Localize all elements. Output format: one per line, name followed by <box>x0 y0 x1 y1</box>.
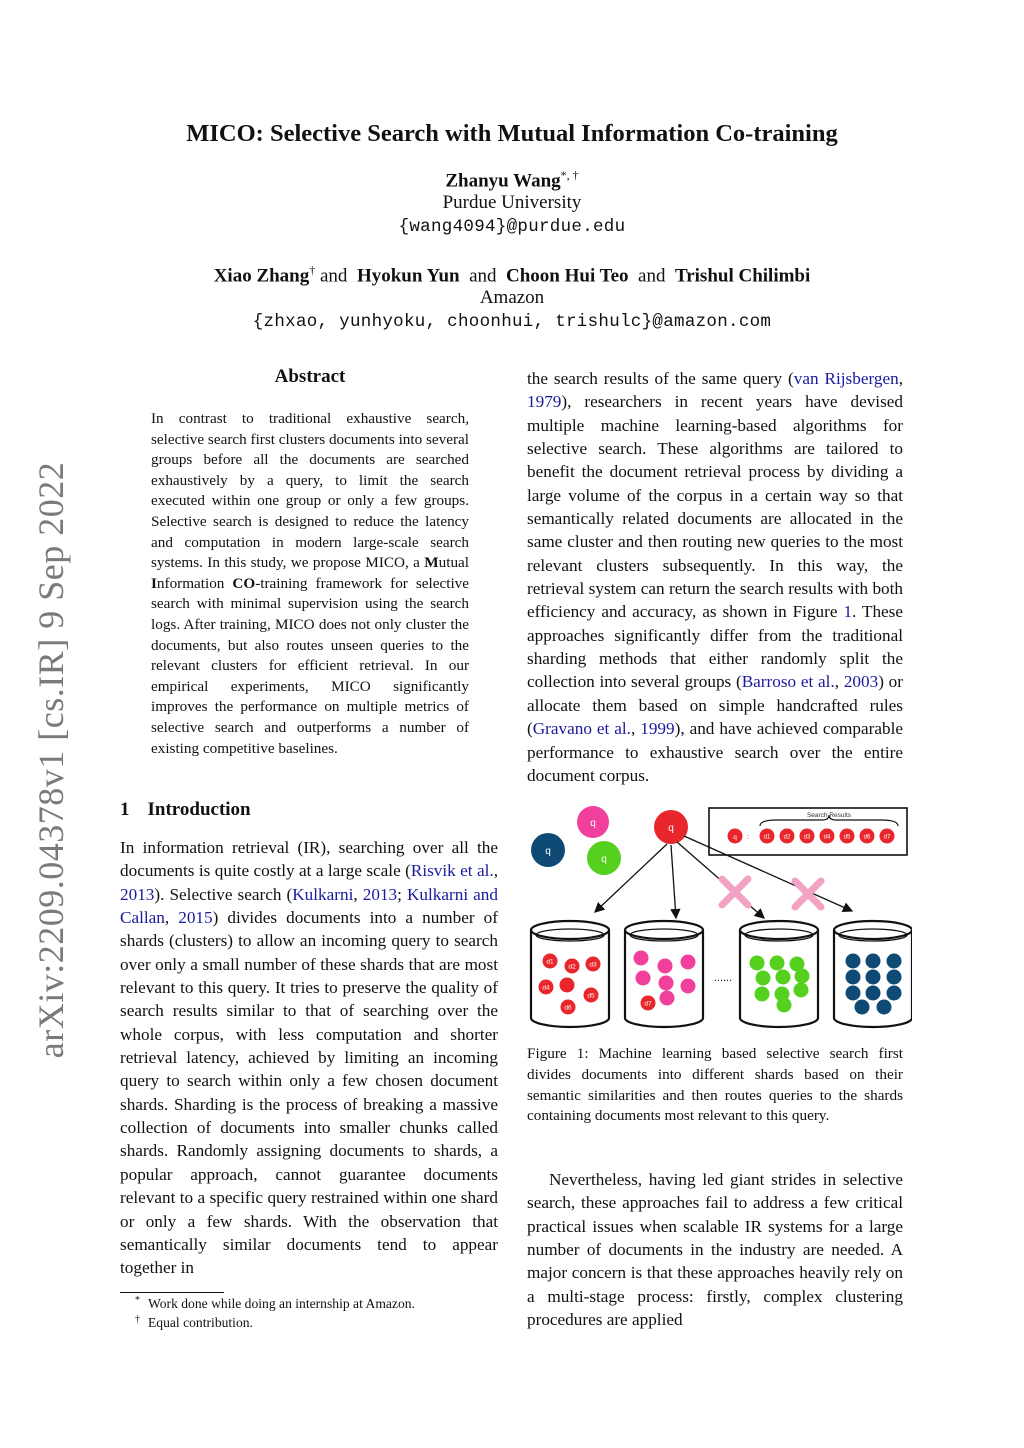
footnotes <box>135 1294 415 1332</box>
author-xiao-zhang: Xiao Zhang <box>213 265 310 287</box>
shard-doc <box>866 986 881 1001</box>
svg-text:d6: d6 <box>564 1004 572 1012</box>
svg-text:q: q <box>545 846 551 857</box>
shard-doc <box>846 986 861 1001</box>
citation-barroso[interactable]: Barroso et al. <box>741 672 835 692</box>
section-title: Introduction <box>147 799 251 820</box>
figure-reference[interactable]: 1 <box>843 602 853 622</box>
search-results-box <box>709 808 907 855</box>
svg-text:q: q <box>601 854 607 865</box>
authors2-line: Xiao Zhang† and Hyokun Yun and Choon Hui Teo and Trishul Chilimbi <box>213 263 811 287</box>
shard-doc <box>659 976 674 991</box>
right-column-paragraph: the search results of the same query (van Rijsbergen, 1979), researchers in recent years have devised multiple machine learning-based algorithms for selective search. These algorithms are tailored to benefit the document retrieval process by dividing a large volume of the corpus in a certain way so that semantically related documents are allocated in the same cluster and then routing new queries to the most relevant clusters subsequently. In this way, the retrieval system can return the search results with both efficiency and accuracy, as shown in Figure 1. These approaches significantly differ from the traditional sharding methods that either randomly split the collection into several groups (Barroso et al., 2003) or allocate them based on simple handcrafted rules (Gravano et al., 1999), and have achieved comparable performance to exhaustive search over the entire document corpus. <box>527 369 904 785</box>
svg-text:d7: d7 <box>883 834 891 841</box>
result-doc-d4 <box>820 829 835 844</box>
svg-text:d5: d5 <box>587 992 595 1000</box>
shard-doc <box>755 987 770 1002</box>
shard-doc-d3 <box>586 957 601 972</box>
citation-van-rijsbergen[interactable]: van Rijsbergen <box>793 369 899 388</box>
citation-risvik-year[interactable]: 2013 <box>120 884 155 904</box>
footnote-1: * Work done while doing an internship at Amazon. <box>135 1295 415 1311</box>
shard-doc <box>846 954 861 969</box>
query-bubble-red <box>654 810 688 844</box>
right-column-paragraph-2: Nevertheless, having led giant strides in selective search, these approaches fail to address a few critical practical issues when scalable IR systems for a large number of documents in the industry are needed. A major concern is that these approaches heavily rely on a multi-stage process: firstly, complex clustering procedures are applied <box>527 1170 903 1330</box>
shard-doc <box>658 959 673 974</box>
figure-1-diagram <box>527 800 912 1042</box>
shard-doc-d1 <box>543 954 558 969</box>
shard-doc <box>776 970 791 985</box>
shard-doc <box>887 970 902 985</box>
svg-text:d2: d2 <box>568 963 576 971</box>
result-doc-d2 <box>780 829 795 844</box>
svg-text:q: q <box>733 834 737 841</box>
svg-text:d1: d1 <box>546 958 554 966</box>
result-doc-d6 <box>860 829 875 844</box>
shard-doc-d5 <box>584 988 599 1003</box>
citation-kulkarni-callan-year[interactable]: 2015 <box>178 908 213 928</box>
shard-doc <box>866 970 881 985</box>
intro-heading <box>120 799 269 821</box>
abstract-heading: Abstract <box>274 366 346 387</box>
cross-icon <box>722 879 748 905</box>
svg-text:d6: d6 <box>863 834 871 841</box>
shard-doc <box>794 983 809 998</box>
author-choon-hui-teo: Choon Hui Teo <box>506 265 629 287</box>
shard-doc <box>877 1000 892 1015</box>
section-number: 1 <box>120 799 130 820</box>
svg-text:q: q <box>668 823 674 834</box>
author-trishul-chilimbi: Trishul Chilimbi <box>674 265 811 287</box>
query-bubble-green <box>587 841 621 875</box>
svg-text:d3: d3 <box>803 834 811 841</box>
shard-doc <box>887 986 902 1001</box>
shard-doc <box>866 954 881 969</box>
author1-affiliation: Purdue University <box>442 192 582 213</box>
authors2-affiliation: Amazon <box>479 287 545 308</box>
author1-marks: *, † <box>560 168 579 182</box>
citation-gravano-year[interactable]: 1999 <box>640 719 675 739</box>
shard-doc <box>855 1000 870 1015</box>
shard-doc <box>681 979 696 994</box>
shard-doc <box>887 954 902 969</box>
shard-doc <box>756 971 771 986</box>
shard-ellipsis: ...... <box>713 972 733 984</box>
shard-doc <box>634 951 649 966</box>
shard-doc <box>681 955 696 970</box>
citation-kulkarni-year[interactable]: 2013 <box>362 884 398 904</box>
svg-text:d4: d4 <box>823 834 831 841</box>
citation-kulkarni-callan[interactable]: Kulkarni and Callan <box>120 884 498 928</box>
svg-text::: : <box>747 834 749 841</box>
svg-text:d1: d1 <box>763 834 771 841</box>
shard-doc-d4 <box>539 980 554 995</box>
shard-1 <box>531 921 609 1027</box>
citation-kulkarni[interactable]: Kulkarni <box>292 884 354 904</box>
svg-text:d4: d4 <box>542 984 550 992</box>
shard-3 <box>740 921 818 1027</box>
author1-name: Zhanyu Wang*, † <box>445 168 579 192</box>
svg-text:d7: d7 <box>644 1000 652 1008</box>
result-doc-d3 <box>800 829 815 844</box>
svg-text:q: q <box>590 818 596 829</box>
author1-email: {wang4094}@purdue.edu <box>398 217 626 237</box>
search-results-label: Search Results <box>806 812 852 819</box>
citation-barroso-year[interactable]: 2003 <box>843 672 879 692</box>
shard-doc-d7 <box>641 996 656 1011</box>
shard-doc <box>750 956 765 971</box>
result-doc-d1 <box>760 829 775 844</box>
abstract-body: In contrast to traditional exhaustive search, selective search first clusters documents into several groups before all the documents are searched exhaustively by a query, to limit the search executed within one group or only a few groups. Selective search is designed to reduce the latency and computation in modern large-scale search systems. In this study, we propose MICO, a Mutual Information CO-training framework for selective search with minimal supervision using the search logs. After training, MICO does not only cluster the documents, but also routes unseen queries to the relevant clusters for efficient retrieval. In our empirical experiments, MICO significantly improves the performance on multiple metrics of selective search and outperforms a number of existing competitive baselines. <box>151 410 469 757</box>
route-arrow-2 <box>671 845 676 918</box>
result-doc-d7 <box>880 829 895 844</box>
citation-risvik[interactable]: Risvik et al. <box>410 861 494 881</box>
arxiv-stamp <box>22 461 80 1059</box>
shard-doc <box>846 970 861 985</box>
shard-2 <box>625 921 703 1027</box>
shard-doc <box>770 956 785 971</box>
paper-title: MICO: Selective Search with Mutual Information Co-training <box>186 120 838 147</box>
shard-4 <box>834 921 912 1027</box>
citation-gravano[interactable]: Gravano et al. <box>532 719 631 739</box>
query-bubble-pink <box>577 806 609 838</box>
author-hyokun-yun: Hyokun Yun <box>356 265 460 287</box>
citation-van-rijsbergen-year[interactable]: 1979 <box>527 392 562 412</box>
cross-icon <box>795 881 821 907</box>
shard-doc <box>795 969 810 984</box>
shard-doc-d6 <box>561 1000 576 1015</box>
shard-doc <box>636 971 651 986</box>
shard-doc <box>777 998 792 1013</box>
svg-text:d3: d3 <box>589 961 597 969</box>
intro-body: In information retrieval (IR), searching over all the documents is quite costly at a large scale (Risvik et al., 2013). Selective search (Kulkarni, 2013; Kulkarni and Callan, 2015) divides documents into a number of shards (clusters) to allow an incoming query to search over only a small number of these shards that are most relevant to this query. It tries to preserve the quality of search results similar to that of searching over the whole corpus, with less computation and shorter retrieval latency, achieved by limiting an incoming query to search within only a few chosen document shards. Sharding is the process of breaking a massive collection of documents into smaller chunks called shards. Randomly assigning documents to shards, a popular approach, cannot guarantee documents relevant to a specific query restrained within one shard or only a few shards. With the observation that semantically similar documents tend to appear together in <box>120 838 498 1278</box>
shard-doc <box>660 991 675 1006</box>
svg-text:d5: d5 <box>843 834 851 841</box>
query-bubble-navy <box>531 833 565 867</box>
authors2-email: {zhxao, yunhyoku, choonhui, trishulc}@amazon.com <box>252 312 772 332</box>
figure-1-caption: Figure 1: Machine learning based selective search first divides documents into different shards based on their semantic similarities and then routes queries to the shards containing documents most relevant to this query. <box>527 1045 903 1125</box>
footnote-2: † Equal contribution. <box>135 1314 253 1330</box>
svg-text:d2: d2 <box>783 834 791 841</box>
shard-doc <box>560 978 575 993</box>
shard-doc-d2 <box>565 959 580 974</box>
result-doc-d5 <box>840 829 855 844</box>
arxiv-identifier: arXiv:2209.04378v1 [cs.IR] 9 Sep 2022 <box>31 461 71 1059</box>
